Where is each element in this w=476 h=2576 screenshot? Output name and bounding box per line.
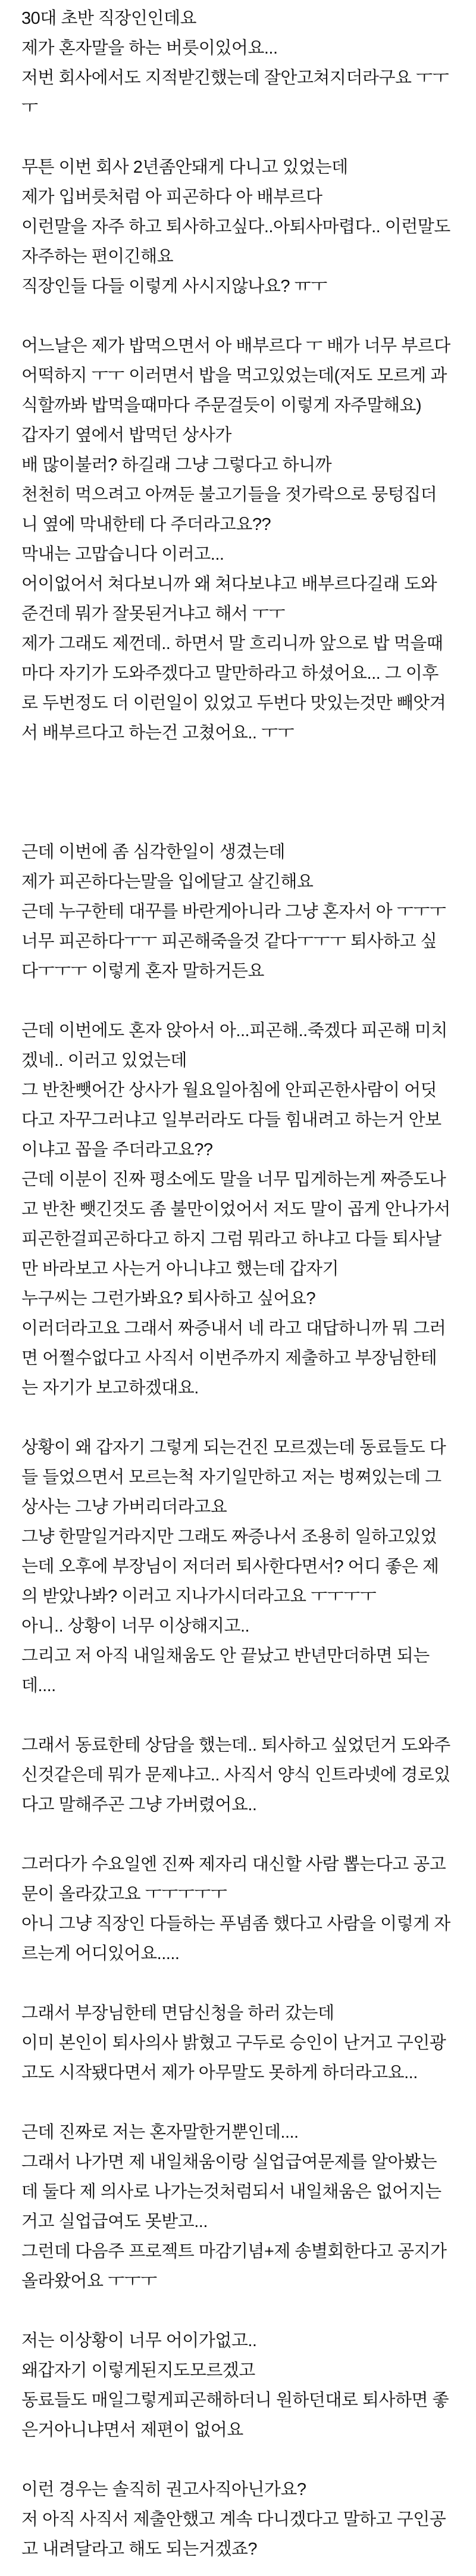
text-line: 누구씨는 그런가봐요? 퇴사하고 싶어요? <box>21 1289 316 1308</box>
text-line: 그 반찬뺏어간 상사가 월요일아침에 안피곤한사람이 어딧다고 자꾸그러냐고 일부러라도 다들 힘내려고 하는거 안보이냐고 꼽을 주더라고요?? <box>21 1081 441 1159</box>
text-line: 그러다가 수요일엔 진짜 제자리 대신할 사람 뽑는다고 공고문이 올라갔고요 ㅜㅜㅜㅜㅜ <box>21 1855 446 1904</box>
text-line: 근데 이번에 좀 심각한일이 생겼는데 <box>21 843 285 862</box>
text-line: 갑자기 옆에서 밥먹던 상사가 <box>21 426 231 445</box>
paragraph-block <box>21 2117 452 2296</box>
text-line: 상황이 왜 갑자기 그렇게 되는건진 모르겠는데 동료들도 다들 들었으면서 모르는척 자기일만하고 저는 벙쪄있는데 그 상사는 그냥 가버리더라고요 <box>21 1438 446 1517</box>
text-line: 그냥 한말일거라지만 그래도 짜증나서 조용히 일하고있었는데 오후에 부장님이 저더러 퇴사한다면서? 어디 좋은 제의 받았나봐? 이러고 지나가시더라고요 ㅜㅜㅜㅜ <box>21 1527 439 1606</box>
text-line: 이런 경우는 솔직히 권고사직아닌가요? <box>21 2480 306 2499</box>
text-line: 저는 이상황이 너무 어이가없고.. <box>21 2331 257 2350</box>
paragraph-block <box>21 331 455 748</box>
paragraph-block <box>21 152 455 301</box>
text-line: 근데 진짜로 저는 혼자말한거뿐인데.... <box>21 2123 299 2142</box>
text-line: 천천히 먹으려고 아껴둔 불고기들을 젓가락으로 뭉텅집더니 옆에 막내한테 다 주더라고요?? <box>21 485 437 534</box>
text-line: 직장인들 다들 이렇게 사시지않나요? ㅠㅜ <box>21 277 327 296</box>
text-line: 저 아직 사직서 제출안했고 계속 다니겠다고 말하고 구인공고 내려달라고 해도 되는거겠죠? <box>21 2510 446 2559</box>
text-line: 어이없어서 쳐다보니까 왜 쳐다보냐고 배부르다길래 도와준건데 뭐가 잘못된거냐고 해서 ㅜㅜ <box>21 575 437 623</box>
text-line: 이런말을 자주 하고 퇴사하고싶다..아퇴사마렵다.. 이런말도 자주하는 편이긴해요 <box>21 217 455 266</box>
text-line: 그래서 부장님한테 면담신청을 하러 갔는데 <box>21 2004 334 2023</box>
text-line: 제가 피곤하다는말을 입에달고 살긴해요 <box>21 872 314 891</box>
text-line: 아니.. 상황이 너무 이상해지고.. <box>21 1617 250 1636</box>
paragraph-block <box>21 837 452 986</box>
text-line: 무튼 이번 회사 2년좀안돼게 다니고 있었는데 <box>21 158 348 177</box>
paragraph-block <box>21 2326 452 2445</box>
text-line: 막내는 고맙습니다 이러고... <box>21 545 224 564</box>
text-line: 그리고 저 아직 내일채움도 안 끝났고 반년만더하면 되는데.... <box>21 1646 430 1695</box>
text-line: 근데 이분이 진짜 평소에도 말을 너무 밉게하는게 짜증도나고 반찬 뺏긴것도 좀 불만이었어서 저도 말이 곱게 안나가서 피곤한걸피곤하다고 하지 그럼 뭐라고 하냐고 다들 퇴사날만 바라보고 사는거 아니냐고 했는데 갑자기 <box>21 1170 455 1278</box>
text-line: 제가 입버릇처럼 아 피곤하다 아 배부르다 <box>21 188 322 207</box>
text-line: 이러더라고요 그래서 짜증내서 네 라고 대답하니까 뭐 그러면 어쩔수없다고 사직서 이번주까지 제출하고 부장님한테는 자기가 보고하겠대요. <box>21 1319 446 1398</box>
paragraph-block <box>21 1998 452 2088</box>
text-line: 그래서 동료한테 상담을 했는데.. 퇴사하고 싶었던거 도와주신것같은데 뭐가 문제냐고.. 사직서 양식 인트라넷에 경로있다고 말해주곤 그냥 가버렸어요.. <box>21 1736 450 1814</box>
text-line: 그런데 다음주 프로젝트 마감기념+제 송별회한다고 공지가 올라왔어요 ㅜㅜㅜ <box>21 2242 452 2291</box>
text-line: 왜갑자기 이렇게된지도모르겠고 <box>21 2361 255 2380</box>
paragraph-block <box>21 1016 455 1403</box>
paragraph-block <box>21 4 452 123</box>
text-line: 저번 회사에서도 지적받긴했는데 잘안고쳐지더라구요 ㅜㅜㅜ <box>21 68 449 117</box>
text-line: 동료들도 매일그렇게피곤해하더니 원하던대로 퇴사하면 좋은거아니냐면서 제편이 없어요 <box>21 2391 449 2440</box>
text-line: 근데 이번에도 혼자 앉아서 아...피곤해..죽겠다 피곤해 미치겠네.. 이러고 있었는데 <box>21 1021 447 1070</box>
text-line: 배 많이불러? 하길래 그냥 그렇다고 하니까 <box>21 456 332 475</box>
text-line: 어느날은 제가 밥먹으면서 아 배부르다 ㅜ 배가 너무 부르다 어떡하지 ㅜㅜ 이러면서 밥을 먹고있었는데(저도 모르게 과식할까봐 밥먹을때마다 주문걸듯이 이렇게 자주말해요) <box>21 336 455 415</box>
text-line: 30대 초반 직장인인데요 <box>21 9 196 28</box>
text-line: 아니 그냥 직장인 다들하는 푸념좀 했다고 사람을 이렇게 자르는게 어디있어요..... <box>21 1914 450 1963</box>
paragraph-block <box>21 1730 452 1820</box>
paragraph-block <box>21 1433 452 1701</box>
text-line: 제가 그래도 제껀데.. 하면서 말 흐리니까 앞으로 밥 먹을때마다 자기가 도와주겠다고 말만하라고 하셨어요... 그 이후로 두번정도 더 이런일이 있었고 두번다 맛있는것만 빼앗겨서 배부르다고 하는건 고쳤어요.. ㅜㅜ <box>21 634 446 743</box>
text-line: 이미 본인이 퇴사의사 밝혔고 구두로 승인이 난거고 구인광고도 시작됐다면서 제가 아무말도 못하게 하더라고요... <box>21 2034 446 2082</box>
paragraph-block <box>21 2475 452 2564</box>
text-line: 그래서 나가면 제 내일채움이랑 실업급여문제를 알아봤는데 둘다 제 의사로 나가는것처럼되서 내일채움은 없어지는거고 실업급여도 못받고... <box>21 2153 441 2231</box>
text-line: 근데 누구한테 대꾸를 바란게아니라 그냥 혼자서 아 ㅜㅜㅜ 너무 피곤하다ㅜㅜ 피곤해죽을것 같다ㅜㅜㅜ 퇴사하고 싶다ㅜㅜㅜ 이렇게 혼자 말하거든요 <box>21 902 450 981</box>
paragraph-block <box>21 1850 452 1969</box>
text-line: 제가 혼자말을 하는 버릇이있어요... <box>21 39 278 58</box>
